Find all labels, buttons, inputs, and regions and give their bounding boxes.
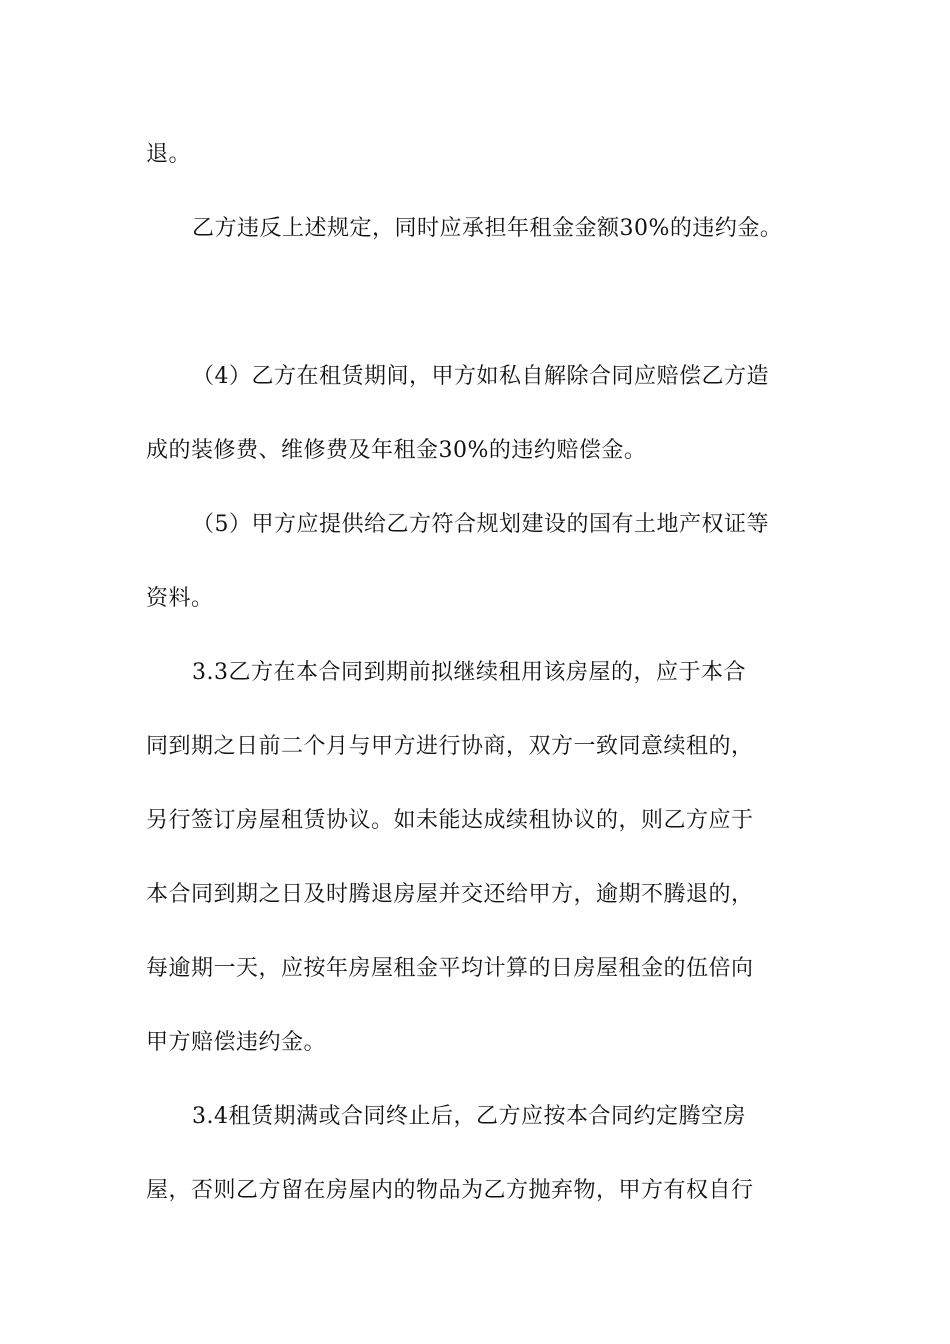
text-line: 3.3乙方在本合同到期前拟继续租用该房屋的，应于本合 xyxy=(192,660,746,685)
text-line: 本合同到期之日及时腾退房屋并交还给甲方，逾期不腾退的， xyxy=(146,882,754,907)
text-line: 3.4租赁期满或合同终止后，乙方应按本合同约定腾空房 xyxy=(192,1104,746,1129)
text-line: 乙方违反上述规定，同时应承担年租金金额30%的违约金。 xyxy=(192,216,783,241)
text-line: （4）乙方在租赁期间，甲方如私自解除合同应赔偿乙方造 xyxy=(192,364,769,389)
text-line: 甲方赔偿违约金。 xyxy=(146,1030,327,1055)
text-line: 屋，否则乙方留在房屋内的物品为乙方抛弃物，甲方有权自行 xyxy=(146,1178,754,1203)
text-line: 每逾期一天，应按年房屋租金平均计算的日房屋租金的伍倍向 xyxy=(146,956,754,981)
text-line: （5）甲方应提供给乙方符合规划建设的国有土地产权证等 xyxy=(192,512,769,537)
text-line: 同到期之日前二个月与甲方进行协商，双方一致同意续租的， xyxy=(146,734,754,759)
text-line: 资料。 xyxy=(146,586,214,611)
text-line: 退。 xyxy=(146,142,192,167)
text-line: 另行签订房屋租赁协议。如未能达成续租协议的，则乙方应于 xyxy=(146,808,754,833)
text-line: 成的装修费、维修费及年租金30%的违约赔偿金。 xyxy=(146,438,647,463)
